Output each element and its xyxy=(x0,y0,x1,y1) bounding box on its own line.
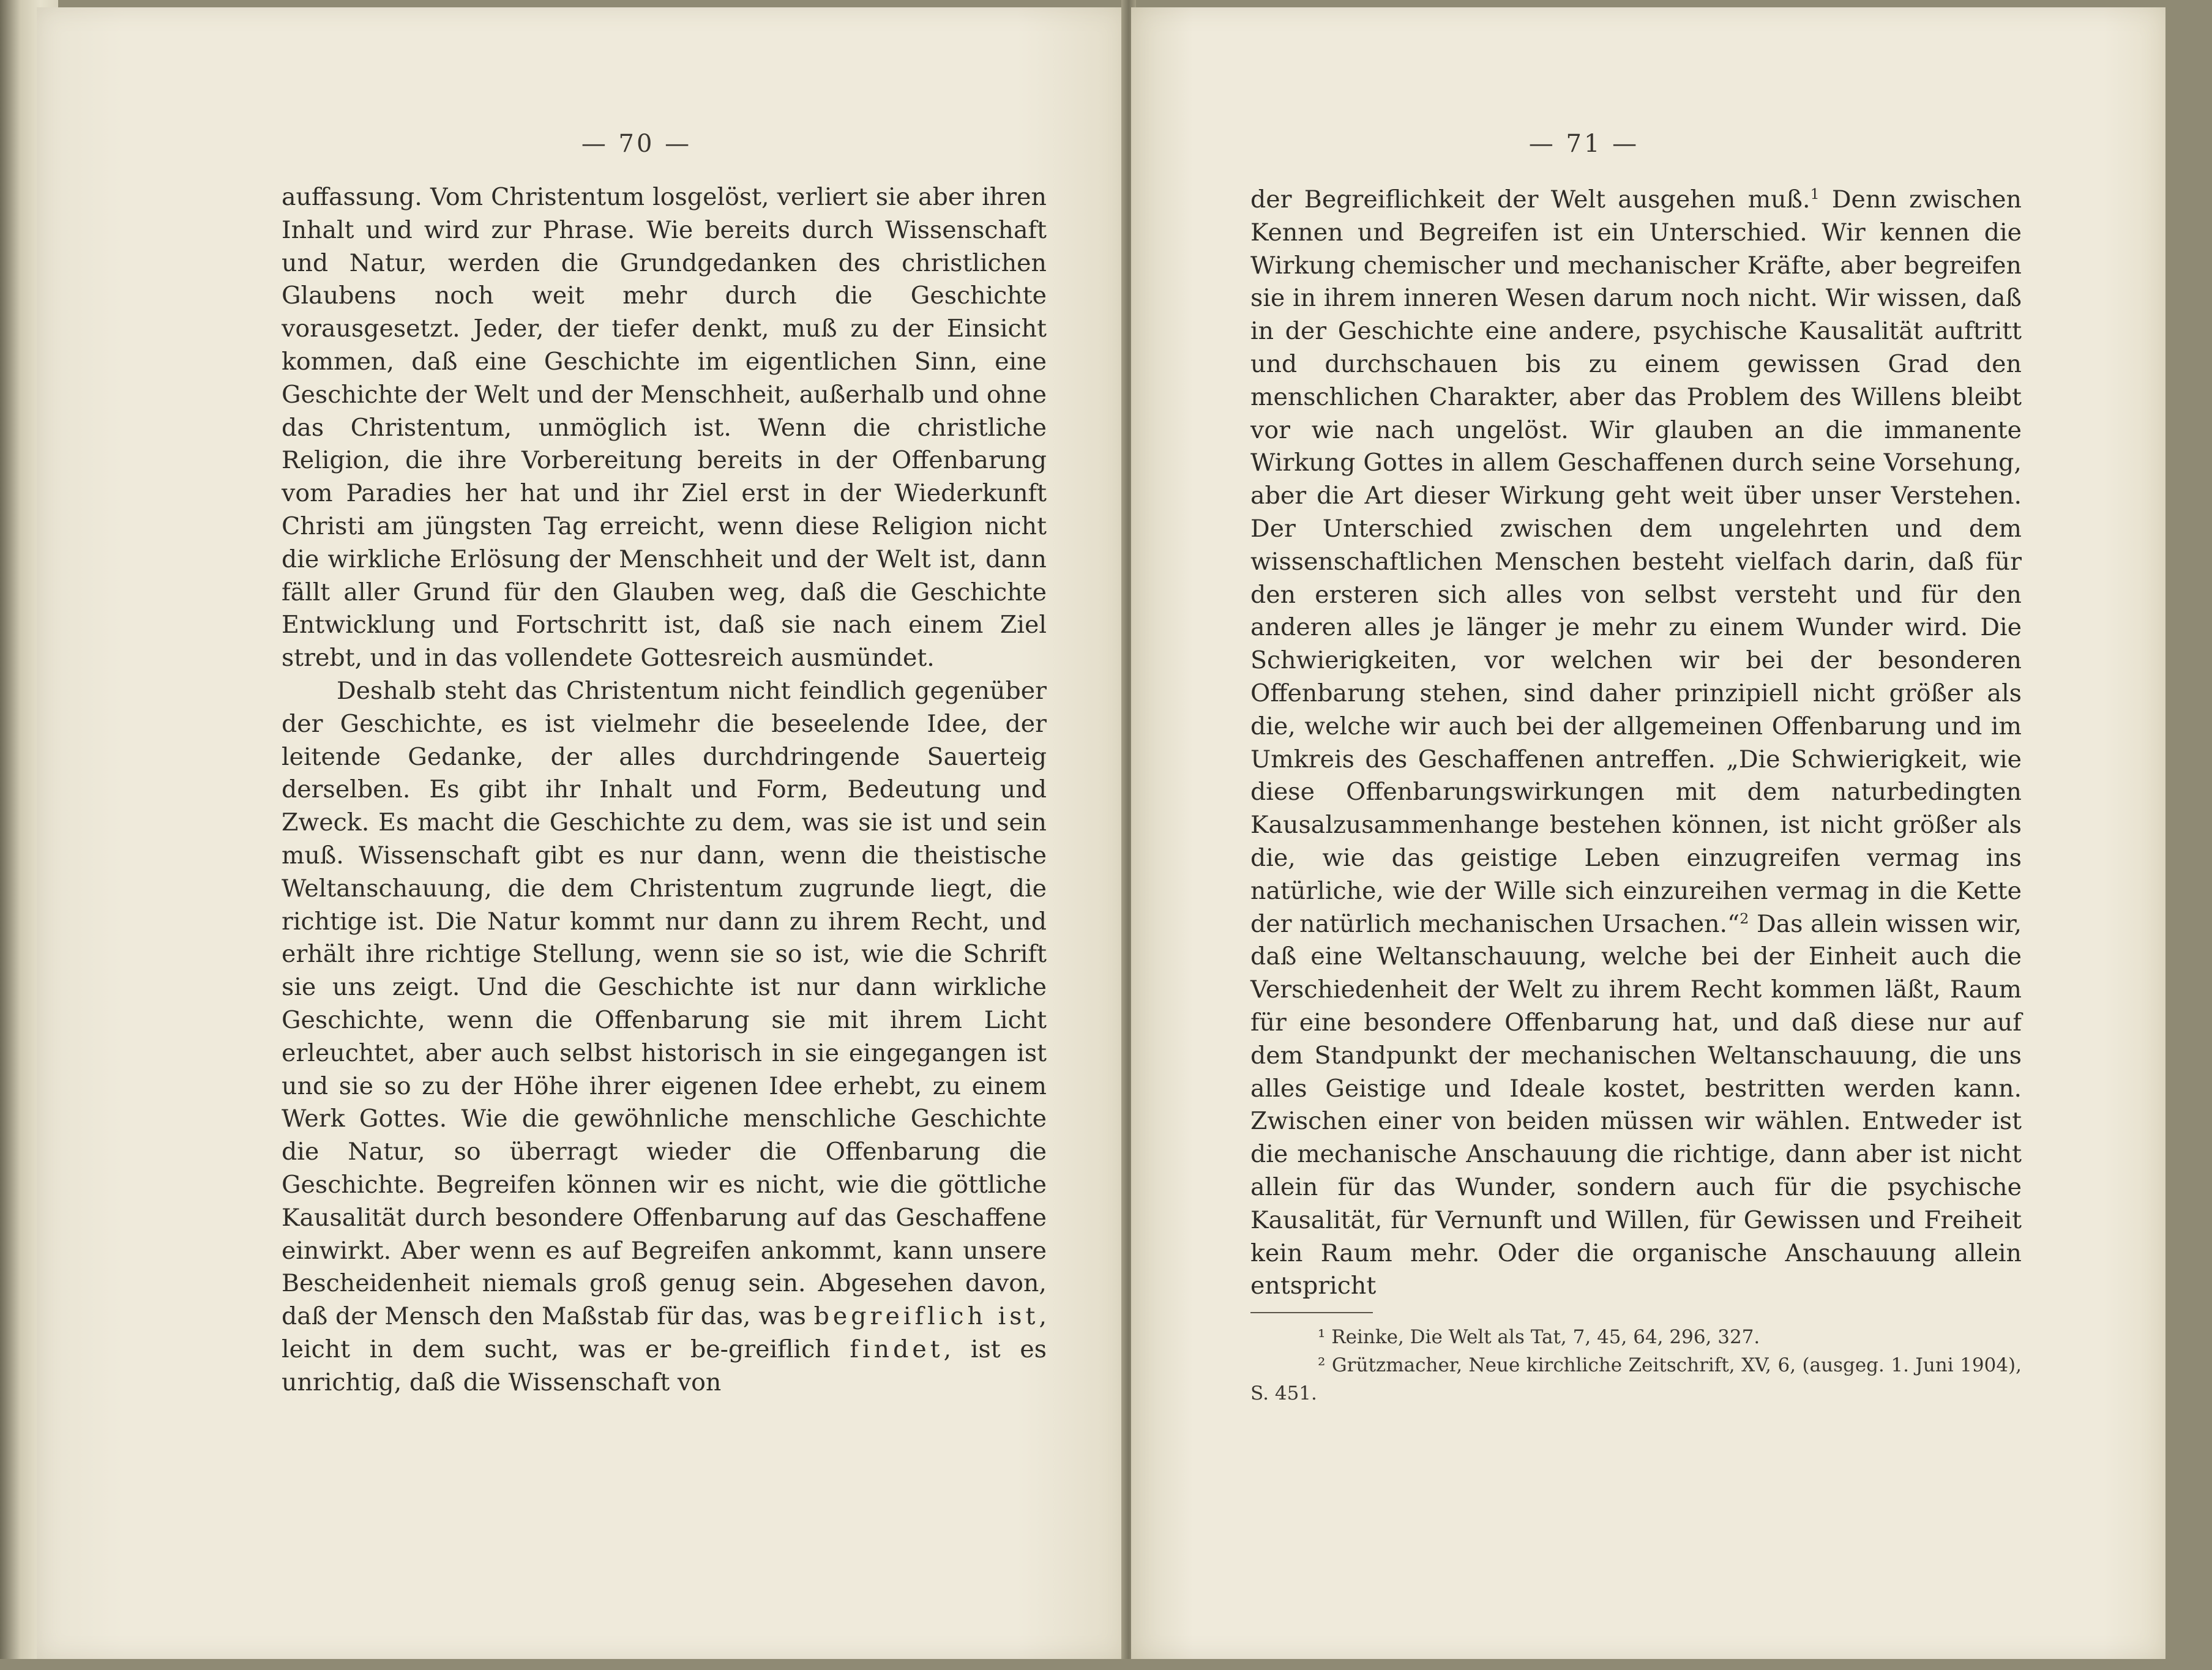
page-number-70: — 70 — xyxy=(581,130,692,158)
footnote-2: ² Grützmacher, Neue kirchliche Zeitschrift, XV, 6, (ausgeg. 1. Juni 1904), S. 451. xyxy=(1250,1354,2022,1404)
paragraph-3-part-c: Das allein wissen wir, daß eine Weltanschauung, welche bei der Einheit auch die Verschiedenheit der Welt zu ihrem Recht kommen läßt, Raum für eine besondere Offenbarung hat, und daß diese nur auf dem Standpunkt der mechanischen Weltanschauung, die uns alles Geistige und Ideale kostet, bestritten werden kann. Zwischen einer von beiden müssen wir wählen. Entweder ist die mechanische Anschauung die richtige, dann aber ist nicht allein für das Wunder, sondern auch für die psychische Kausalität, für Vernunft und Willen, für Gewissen und Freiheit kein Raum mehr. Oder die organische Anschauung allein entspricht xyxy=(1250,909,2022,1300)
scan-bottom-border xyxy=(0,1659,2212,1670)
footnote-rule xyxy=(1250,1312,1373,1313)
footnotes xyxy=(1250,1323,2022,1407)
spaced-emphasis-findet: findet xyxy=(850,1335,944,1363)
paragraph-2-tail-1: , leicht in dem sucht, was er be-greiflich xyxy=(282,1302,1047,1363)
footnote-marker-1: 1 xyxy=(1810,185,1820,203)
left-page xyxy=(37,7,1126,1660)
paragraph-2 xyxy=(282,675,1047,1400)
paragraph-2-tail-2: , ist es unrichtig, daß die Wissenschaft von xyxy=(282,1335,1047,1396)
paragraph-1: auffassung. Vom Christentum losgelöst, verliert sie aber ihren Inhalt und wird zur Phrase. Wie bereits durch Wissenschaft und Natur, werden die Grundgedanken des christlichen Glaubens noch weit mehr durch die Geschichte vorausgesetzt. Jeder, der tiefer denkt, muß zu der Einsicht kommen, daß eine Geschichte im eigentlichen Sinn, eine Geschichte der Welt und der Menschheit, außerhalb und ohne das Christentum, unmöglich ist. Wenn die christliche Religion, die ihre Vorbereitung bereits in der Offenbarung vom Paradies her hat und ihr Ziel erst in der Wiederkunft Christi am jüngsten Tag erreicht, wenn diese Religion nicht die wirkliche Erlösung der Menschheit und der Welt ist, dann fällt aller Grund für den Glauben weg, daß die Geschichte Entwicklung und Fortschritt ist, daß sie nach einem Ziel strebt, und in das vollendete Gottesreich ausmündet. xyxy=(282,183,1047,673)
footnote-1: ¹ Reinke, Die Welt als Tat, 7, 45, 64, 296, 327. xyxy=(1318,1326,1760,1348)
page-number-71: — 71 — xyxy=(1528,130,1640,158)
right-page-body xyxy=(1250,184,2022,1303)
paragraph-3-part-a: der Begreiflichkeit der Welt ausgehen muß. xyxy=(1250,185,1810,214)
paragraph-3-part-b: Denn zwischen Kennen und Begreifen ist ein Unterschied. Wir kennen die Wirkung chemischer und mechanischer Kräfte, aber begreifen sie in ihrem inneren Wesen darum noch nicht. Wir wissen, daß in der Geschichte eine andere, psychische Kausalität auftritt und durchschauen bis zu einem gewissen Grad den menschlichen Charakter, aber das Problem des Willens bleibt vor wie nach ungelöst. Wir glauben an die immanente Wirkung Gottes in allem Geschaffenen durch seine Vorsehung, aber die Art dieser Wirkung geht weit über unser Verstehen. Der Unterschied zwischen dem ungelehrten und dem wissenschaftlichen Menschen besteht vielfach darin, daß für den ersteren sich alles von selbst versteht und für den anderen alles je länger je mehr zu einem Wunder wird. Die Schwierigkeiten, vor welchen wir bei der besonderen Offenbarung stehen, sind daher prinzipiell nicht größer als die, welche wir auch bei der allgemeinen Offenbarung und im Umkreis des Geschaffenen antreffen. „Die Schwierigkeit, wie diese Offenbarungswirkungen mit dem naturbedingten Kausalzusammenhange bestehen können, ist nicht größer als die, wie das geistige Leben einzugreifen vermag ins natürliche, wie der Wille sich einzureihen vermag in die Kette der natürlich mechanischen Ursachen.“ xyxy=(1250,185,2022,938)
left-page-body xyxy=(282,181,1047,1399)
paragraph-3 xyxy=(1250,184,2022,1303)
footnote-marker-2: 2 xyxy=(1739,909,1749,927)
spaced-emphasis-begreiflich-ist: begreiflich ist xyxy=(813,1302,1039,1331)
right-page xyxy=(1131,7,2165,1660)
paragraph-2-text: Deshalb steht das Christentum nicht feindlich gegenüber der Geschichte, es ist vielmehr die beseelende Idee, der leitende Gedanke, der alles durchdringende Sauerteig derselben. Es gibt ihr Inhalt und Form, Bedeutung und Zweck. Es macht die Geschichte zu dem, was sie ist und sein muß. Wissenschaft gibt es nur dann, wenn die theistische Weltanschauung, die dem Christentum zugrunde liegt, die richtige ist. Die Natur kommt nur dann zu ihrem Recht, und erhält ihre richtige Stellung, wenn sie so ist, wie die Schrift sie uns zeigt. Und die Geschichte ist nur dann wirkliche Geschichte, wenn die Offenbarung sie mit ihrem Licht erleuchtet, aber auch selbst historisch in sie eingegangen ist und sie so zu der Höhe ihrer eigenen Idee erhebt, zu einem Werk Gottes. Wie die gewöhnliche menschliche Geschichte die Natur, so überragt wieder die Offenbarung die Geschichte. Begreifen können wir es nicht, wie die göttliche Kausalität durch besondere Offenbarung auf das Geschaffene einwirkt. Aber wenn es auf Begreifen ankommt, kann unsere Bescheidenheit niemals groß genug sein. Abgesehen davon, daß der Mensch den Maßstab für das, was xyxy=(282,676,1047,1331)
